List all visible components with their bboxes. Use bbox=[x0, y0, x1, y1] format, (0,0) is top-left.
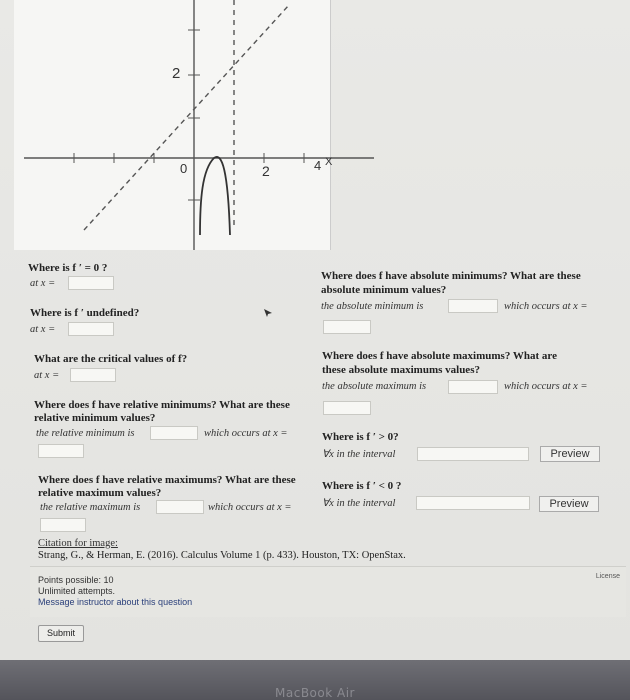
citation-text: Strang, G., & Herman, E. (2016). Calculus Volume 1 (p. 433). Houston, TX: OpenStax. bbox=[38, 550, 406, 561]
absolute-max-occurs-label: which occurs at x = bbox=[504, 381, 588, 392]
question-info-box bbox=[30, 566, 626, 617]
question-relative-min-line2: relative minimum values? bbox=[34, 412, 156, 424]
license-link[interactable]: License bbox=[595, 573, 620, 580]
critical-values-at-label: at x = bbox=[34, 370, 60, 381]
x-tick-label-0: 0 bbox=[180, 161, 188, 176]
relative-max-x-input[interactable] bbox=[40, 518, 86, 532]
question-absolute-max-line1: Where does f have absolute maximums? What are bbox=[322, 350, 557, 362]
absolute-max-x-input[interactable] bbox=[323, 401, 371, 415]
relative-max-value-input[interactable] bbox=[156, 500, 204, 514]
question-relative-min-line1: Where does f have relative minimums? What are these bbox=[34, 399, 290, 411]
graph-image bbox=[14, 0, 331, 250]
fprime-zero-at-label: at x = bbox=[30, 278, 56, 289]
question-critical-values: What are the critical values of f? bbox=[34, 353, 188, 365]
question-relative-max-line2: relative maximum values? bbox=[38, 487, 162, 499]
points-possible: Points possible: 10 bbox=[38, 575, 114, 585]
relative-min-label: the relative minimum is bbox=[36, 428, 135, 439]
fprime-negative-interval-input[interactable] bbox=[416, 496, 530, 510]
preview-button-positive[interactable]: Preview bbox=[540, 446, 600, 462]
x-tick-label-2: 2 bbox=[262, 163, 270, 179]
preview-button-negative[interactable]: Preview bbox=[539, 496, 599, 512]
fprime-undefined-at-label: at x = bbox=[30, 324, 56, 335]
fprime-positive-interval-label: ∀x in the interval bbox=[322, 449, 396, 460]
question-fprime-negative: Where is f ′ < 0 ? bbox=[322, 480, 402, 492]
question-fprime-positive: Where is f ′ > 0? bbox=[322, 431, 399, 443]
question-relative-max-line1: Where does f have relative maximums? What are these bbox=[38, 474, 296, 486]
fprime-undefined-input[interactable] bbox=[68, 322, 114, 336]
fprime-negative-interval-label: ∀x in the interval bbox=[322, 498, 396, 509]
relative-min-value-input[interactable] bbox=[150, 426, 198, 440]
x-axis-label: X bbox=[325, 156, 333, 168]
absolute-max-value-input[interactable] bbox=[448, 380, 498, 394]
fprime-zero-input[interactable] bbox=[68, 276, 114, 290]
absolute-min-value-input[interactable] bbox=[448, 299, 498, 313]
relative-max-label: the relative maximum is bbox=[40, 502, 141, 513]
relative-min-occurs-label: which occurs at x = bbox=[204, 428, 288, 439]
question-absolute-min-line2: absolute minimum values? bbox=[321, 284, 447, 296]
relative-min-x-input[interactable] bbox=[38, 444, 84, 458]
fprime-positive-interval-input[interactable] bbox=[417, 447, 529, 461]
attempts-info: Unlimited attempts. bbox=[38, 586, 116, 596]
graph-svg bbox=[14, 0, 333, 250]
submit-button[interactable]: Submit bbox=[38, 625, 84, 642]
question-fprime-undefined: Where is f ′ undefined? bbox=[30, 307, 140, 319]
absolute-min-label: the absolute minimum is bbox=[321, 301, 424, 312]
question-fprime-zero: Where is f ′ = 0 ? bbox=[28, 262, 108, 274]
question-absolute-max-line2: these absolute maximums values? bbox=[322, 364, 480, 376]
absolute-min-occurs-label: which occurs at x = bbox=[504, 301, 588, 312]
bezel-brand-text: MacBook Air bbox=[275, 686, 355, 700]
citation-link[interactable]: Citation for image: bbox=[38, 538, 118, 549]
mouse-cursor-icon bbox=[263, 308, 273, 318]
question-absolute-min-line1: Where does f have absolute minimums? What are these bbox=[321, 270, 581, 282]
laptop-bezel bbox=[0, 660, 630, 700]
x-tick-label-4: 4 bbox=[314, 158, 322, 173]
absolute-max-label: the absolute maximum is bbox=[322, 381, 427, 392]
critical-values-input[interactable] bbox=[70, 368, 116, 382]
citation-heading bbox=[38, 538, 118, 550]
message-instructor-link[interactable]: Message instructor about this question bbox=[38, 597, 193, 607]
absolute-min-x-input[interactable] bbox=[323, 320, 371, 334]
relative-max-occurs-label: which occurs at x = bbox=[208, 502, 292, 513]
y-tick-label: 2 bbox=[172, 65, 181, 82]
